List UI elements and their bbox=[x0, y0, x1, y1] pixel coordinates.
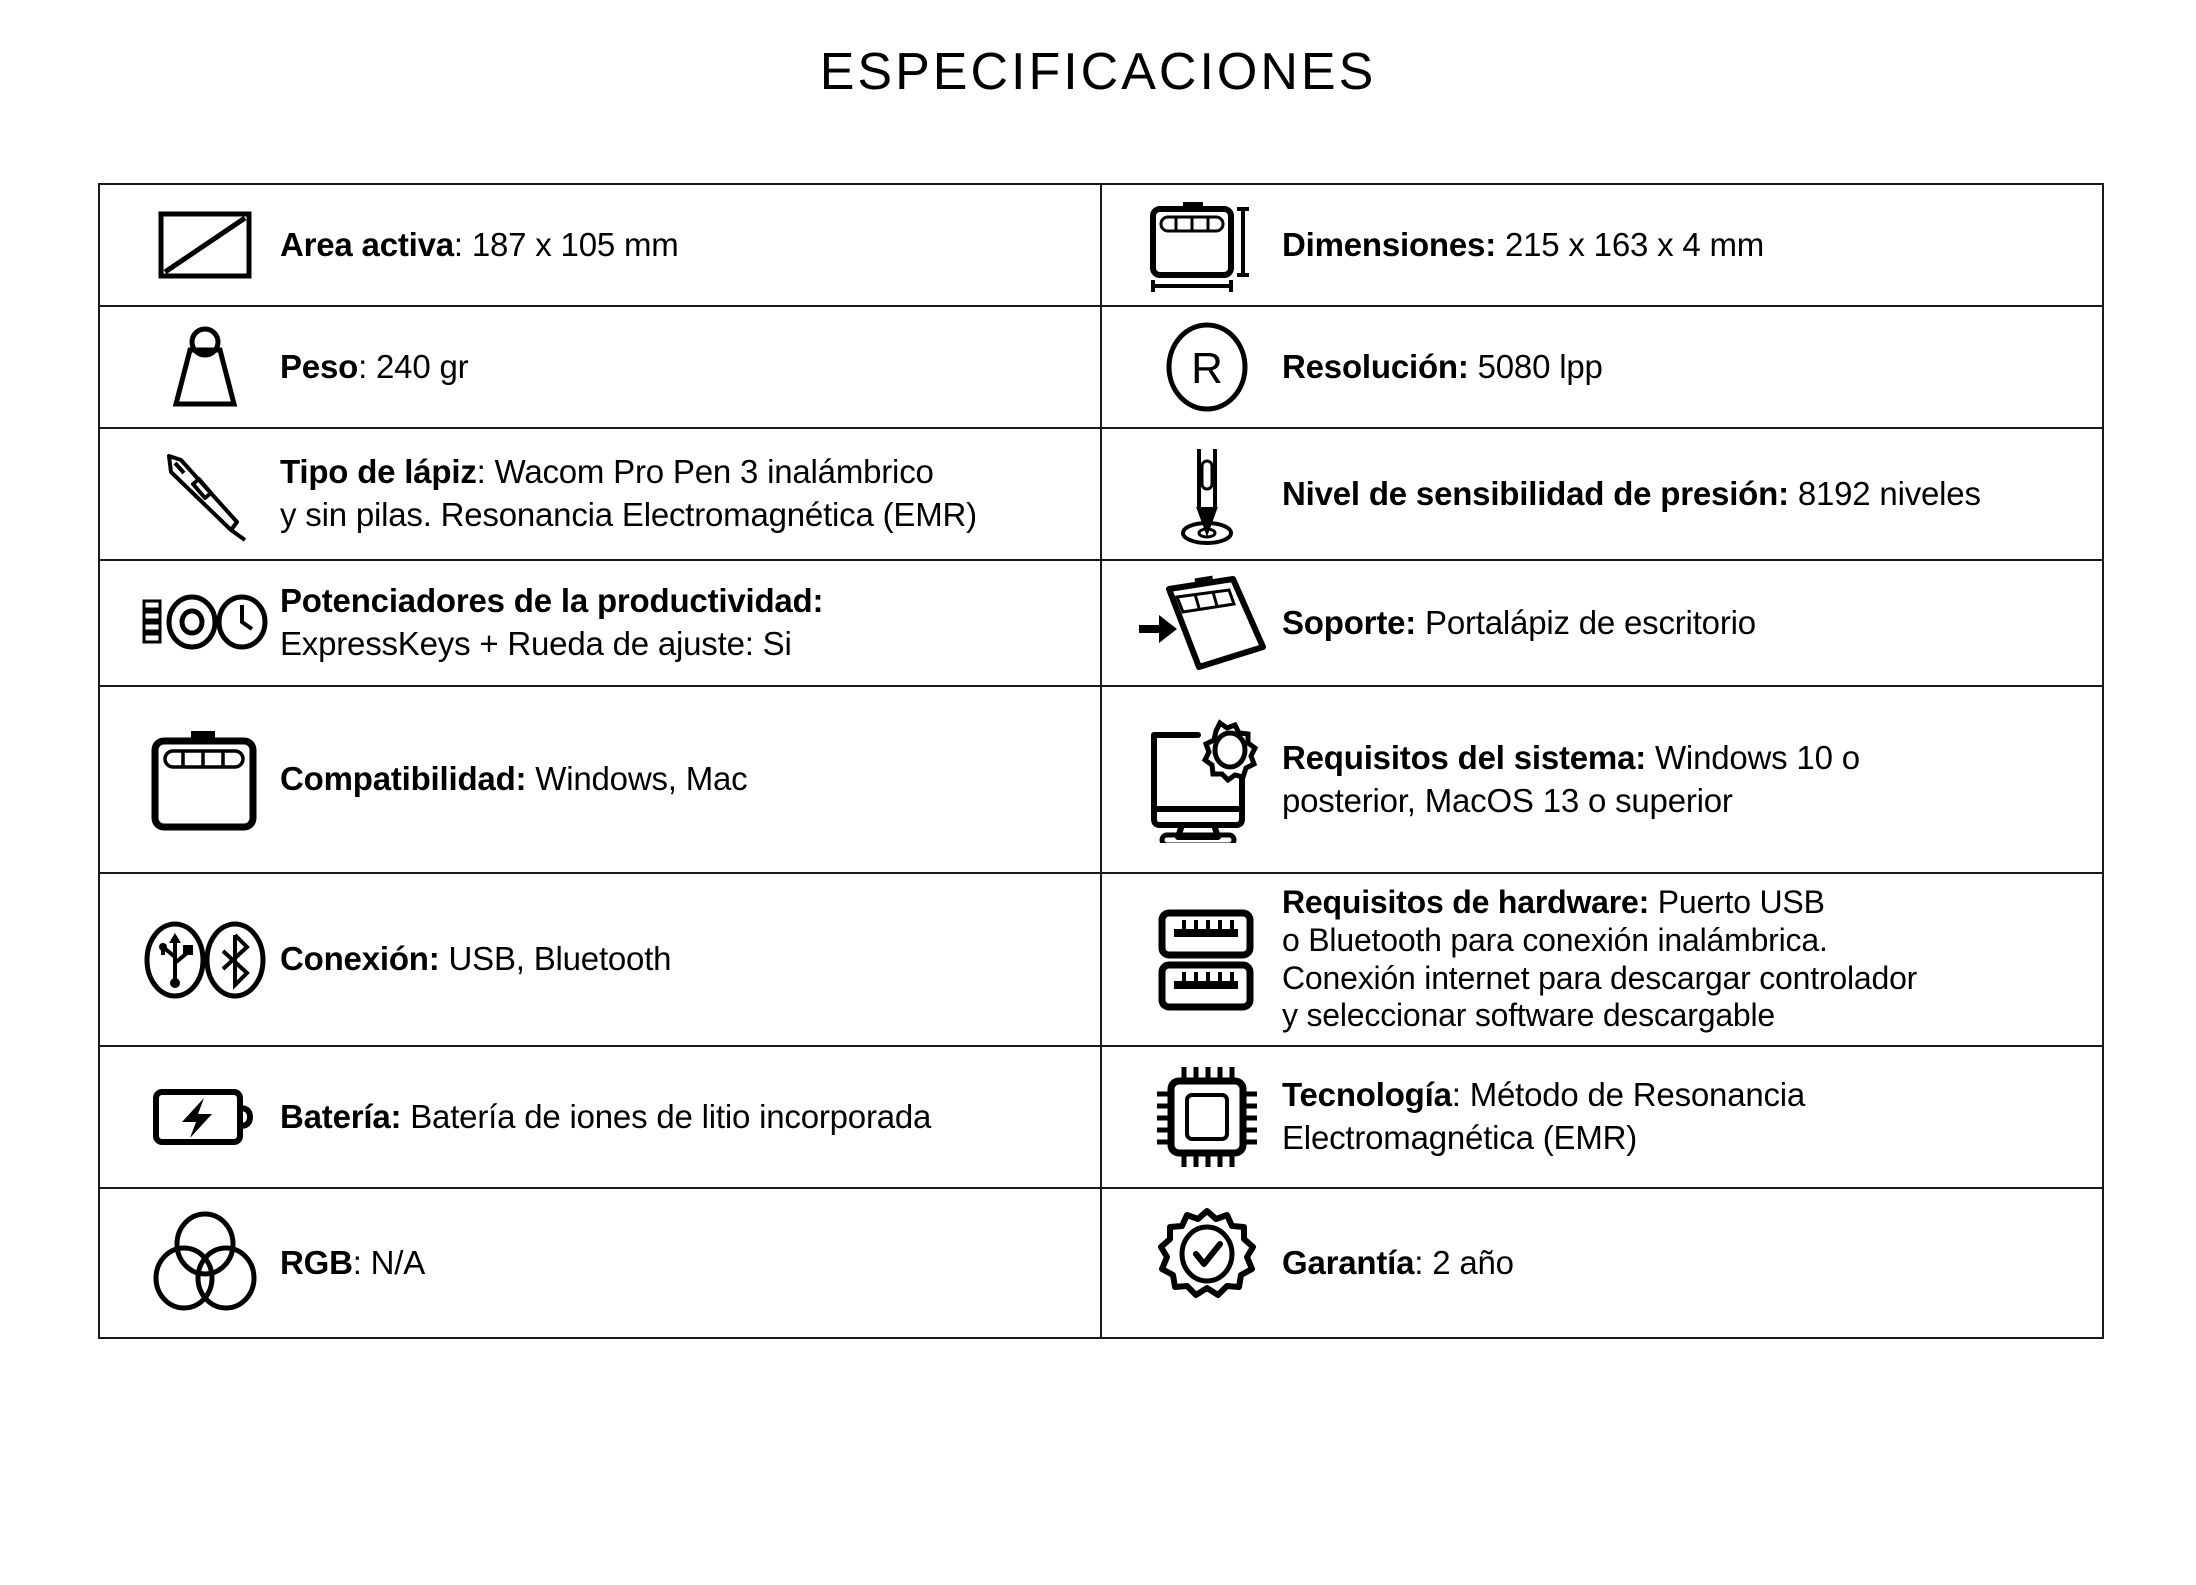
warranty-badge-icon bbox=[1132, 1207, 1282, 1319]
spec-cell-battery bbox=[99, 1046, 1101, 1188]
stylus-pen-icon bbox=[130, 446, 280, 542]
spec-value: 240 gr bbox=[376, 347, 469, 385]
resolution-r-icon bbox=[1132, 321, 1282, 413]
spec-label: Peso bbox=[280, 347, 359, 385]
spec-text bbox=[280, 580, 1086, 666]
spec-value: Portalápiz de escritorio bbox=[1425, 603, 1756, 641]
spec-separator bbox=[440, 940, 449, 977]
spec-value: Wacom Pro Pen 3 inalámbrico bbox=[494, 453, 934, 491]
specifications-table bbox=[98, 183, 2104, 1339]
spec-value: 2 año bbox=[1432, 1243, 1514, 1281]
spec-extra-line: Conexión internet para descargar controlador bbox=[1282, 959, 1918, 996]
spec-cell-technology bbox=[1101, 1046, 2103, 1188]
spec-text bbox=[1282, 1242, 2088, 1285]
spec-separator bbox=[1496, 226, 1505, 263]
spec-value: 5080 lpp bbox=[1477, 347, 1603, 385]
spec-text bbox=[1282, 602, 2088, 645]
spec-value: 187 x 105 mm bbox=[471, 225, 679, 263]
spec-value: Windows, Mac bbox=[535, 760, 748, 798]
table-row bbox=[99, 1188, 2103, 1338]
spec-label: Requisitos del sistema: bbox=[1282, 738, 1647, 776]
table-row bbox=[99, 873, 2103, 1046]
spec-text bbox=[280, 346, 1086, 389]
spec-text bbox=[1282, 1074, 2088, 1160]
spec-label: Conexión: bbox=[280, 940, 440, 978]
weight-icon bbox=[130, 324, 280, 410]
usb-ports-icon bbox=[1132, 907, 1282, 1013]
spec-label: RGB bbox=[280, 1243, 353, 1281]
spec-separator: : bbox=[1451, 1076, 1470, 1114]
spec-label: Tipo de lápiz bbox=[280, 453, 477, 491]
spec-text bbox=[280, 1242, 1086, 1285]
spec-value: N/A bbox=[370, 1243, 426, 1281]
spec-extra-line: y seleccionar software descargable bbox=[1282, 997, 1776, 1034]
spec-separator: : bbox=[358, 347, 377, 385]
spec-cell-hardware-requirements bbox=[1101, 873, 2103, 1046]
spec-cell-rgb bbox=[99, 1188, 1101, 1338]
spec-extra-line: ExpressKeys + Rueda de ajuste: Si bbox=[280, 625, 792, 662]
spec-text bbox=[1282, 346, 2088, 389]
spec-separator bbox=[401, 1098, 410, 1135]
spec-separator: : bbox=[352, 1243, 371, 1281]
table-row bbox=[99, 184, 2103, 306]
spec-cell-system-requirements bbox=[1101, 686, 2103, 873]
spec-value: USB, Bluetooth bbox=[448, 940, 672, 978]
spec-value: 8192 niveles bbox=[1797, 474, 1981, 512]
expresskeys-dial-icon bbox=[130, 591, 280, 655]
spec-separator bbox=[526, 760, 535, 797]
tablet-dimensions-icon bbox=[1132, 195, 1282, 295]
spec-extra-line: posterior, MacOS 13 o superior bbox=[1282, 781, 1733, 819]
table-row bbox=[99, 306, 2103, 428]
rgb-venn-icon bbox=[130, 1211, 280, 1315]
spec-label: Soporte: bbox=[1282, 603, 1417, 641]
spec-cell-resolution bbox=[1101, 306, 2103, 428]
spec-text bbox=[280, 224, 1086, 267]
spec-extra-line: y sin pilas. Resonancia Electromagnética (EMR) bbox=[280, 496, 977, 533]
spec-label: Compatibilidad: bbox=[280, 760, 527, 798]
table-row bbox=[99, 686, 2103, 873]
spec-separator bbox=[1646, 739, 1655, 776]
spec-cell-compatibility bbox=[99, 686, 1101, 873]
spec-separator: : bbox=[476, 453, 495, 491]
page-title: ESPECIFICACIONES bbox=[819, 43, 1377, 101]
monitor-gear-icon bbox=[1132, 717, 1282, 843]
spec-text bbox=[1282, 737, 2088, 823]
spec-extra-line: Electromagnética (EMR) bbox=[1282, 1119, 1638, 1156]
usb-bluetooth-icon bbox=[130, 917, 280, 1003]
table-row bbox=[99, 428, 2103, 560]
spec-label: Potenciadores de la productividad: bbox=[280, 582, 824, 620]
spec-separator bbox=[1649, 884, 1658, 920]
battery-icon bbox=[130, 1082, 280, 1152]
spec-label: Area activa bbox=[280, 225, 454, 263]
spec-label: Tecnología bbox=[1282, 1076, 1452, 1114]
spec-value: Windows 10 o bbox=[1654, 738, 1860, 776]
tablet-icon bbox=[130, 719, 280, 841]
spec-value: 215 x 163 x 4 mm bbox=[1504, 225, 1765, 263]
spec-cell-warranty bbox=[1101, 1188, 2103, 1338]
spec-label: Nivel de sensibilidad de presión: bbox=[1282, 474, 1789, 512]
spec-value: Batería de iones de litio incorporada bbox=[410, 1097, 932, 1135]
spec-text bbox=[1282, 473, 2088, 516]
spec-text bbox=[280, 1096, 1086, 1139]
spec-label: Requisitos de hardware: bbox=[1282, 884, 1650, 920]
active-area-icon bbox=[130, 210, 280, 280]
spec-text bbox=[1282, 884, 2088, 1035]
spec-text bbox=[280, 451, 1086, 537]
spec-label: Garantía bbox=[1282, 1243, 1415, 1281]
spec-label: Batería: bbox=[280, 1097, 402, 1135]
spec-text bbox=[280, 938, 1086, 981]
spec-cell-pressure-levels bbox=[1101, 428, 2103, 560]
spec-cell-dimensions bbox=[1101, 184, 2103, 306]
spec-separator bbox=[1416, 604, 1425, 641]
spec-label: Dimensiones: bbox=[1282, 225, 1496, 263]
spec-separator bbox=[1789, 475, 1798, 512]
spec-value: Puerto USB bbox=[1657, 884, 1825, 920]
spec-cell-pen-type bbox=[99, 428, 1101, 560]
spec-extra-line: o Bluetooth para conexión inalámbrica. bbox=[1282, 921, 1828, 958]
table-row bbox=[99, 1046, 2103, 1188]
spec-text bbox=[280, 758, 1086, 801]
spec-cell-active-area bbox=[99, 184, 1101, 306]
spec-text bbox=[1282, 224, 2088, 267]
svg-text:R: R bbox=[1191, 344, 1223, 393]
spec-separator: : bbox=[453, 225, 472, 263]
spec-value: Método de Resonancia bbox=[1469, 1076, 1806, 1114]
spec-separator: : bbox=[1414, 1243, 1433, 1281]
spec-separator bbox=[1469, 348, 1478, 385]
spec-cell-weight bbox=[99, 306, 1101, 428]
chip-icon bbox=[1132, 1061, 1282, 1173]
spec-cell-connection bbox=[99, 873, 1101, 1046]
tablet-stand-icon bbox=[1132, 571, 1282, 675]
spec-cell-productivity bbox=[99, 560, 1101, 686]
spec-label: Resolución: bbox=[1282, 347, 1469, 385]
pen-pressure-icon bbox=[1132, 439, 1282, 549]
spec-cell-stand bbox=[1101, 560, 2103, 686]
table-row bbox=[99, 560, 2103, 686]
